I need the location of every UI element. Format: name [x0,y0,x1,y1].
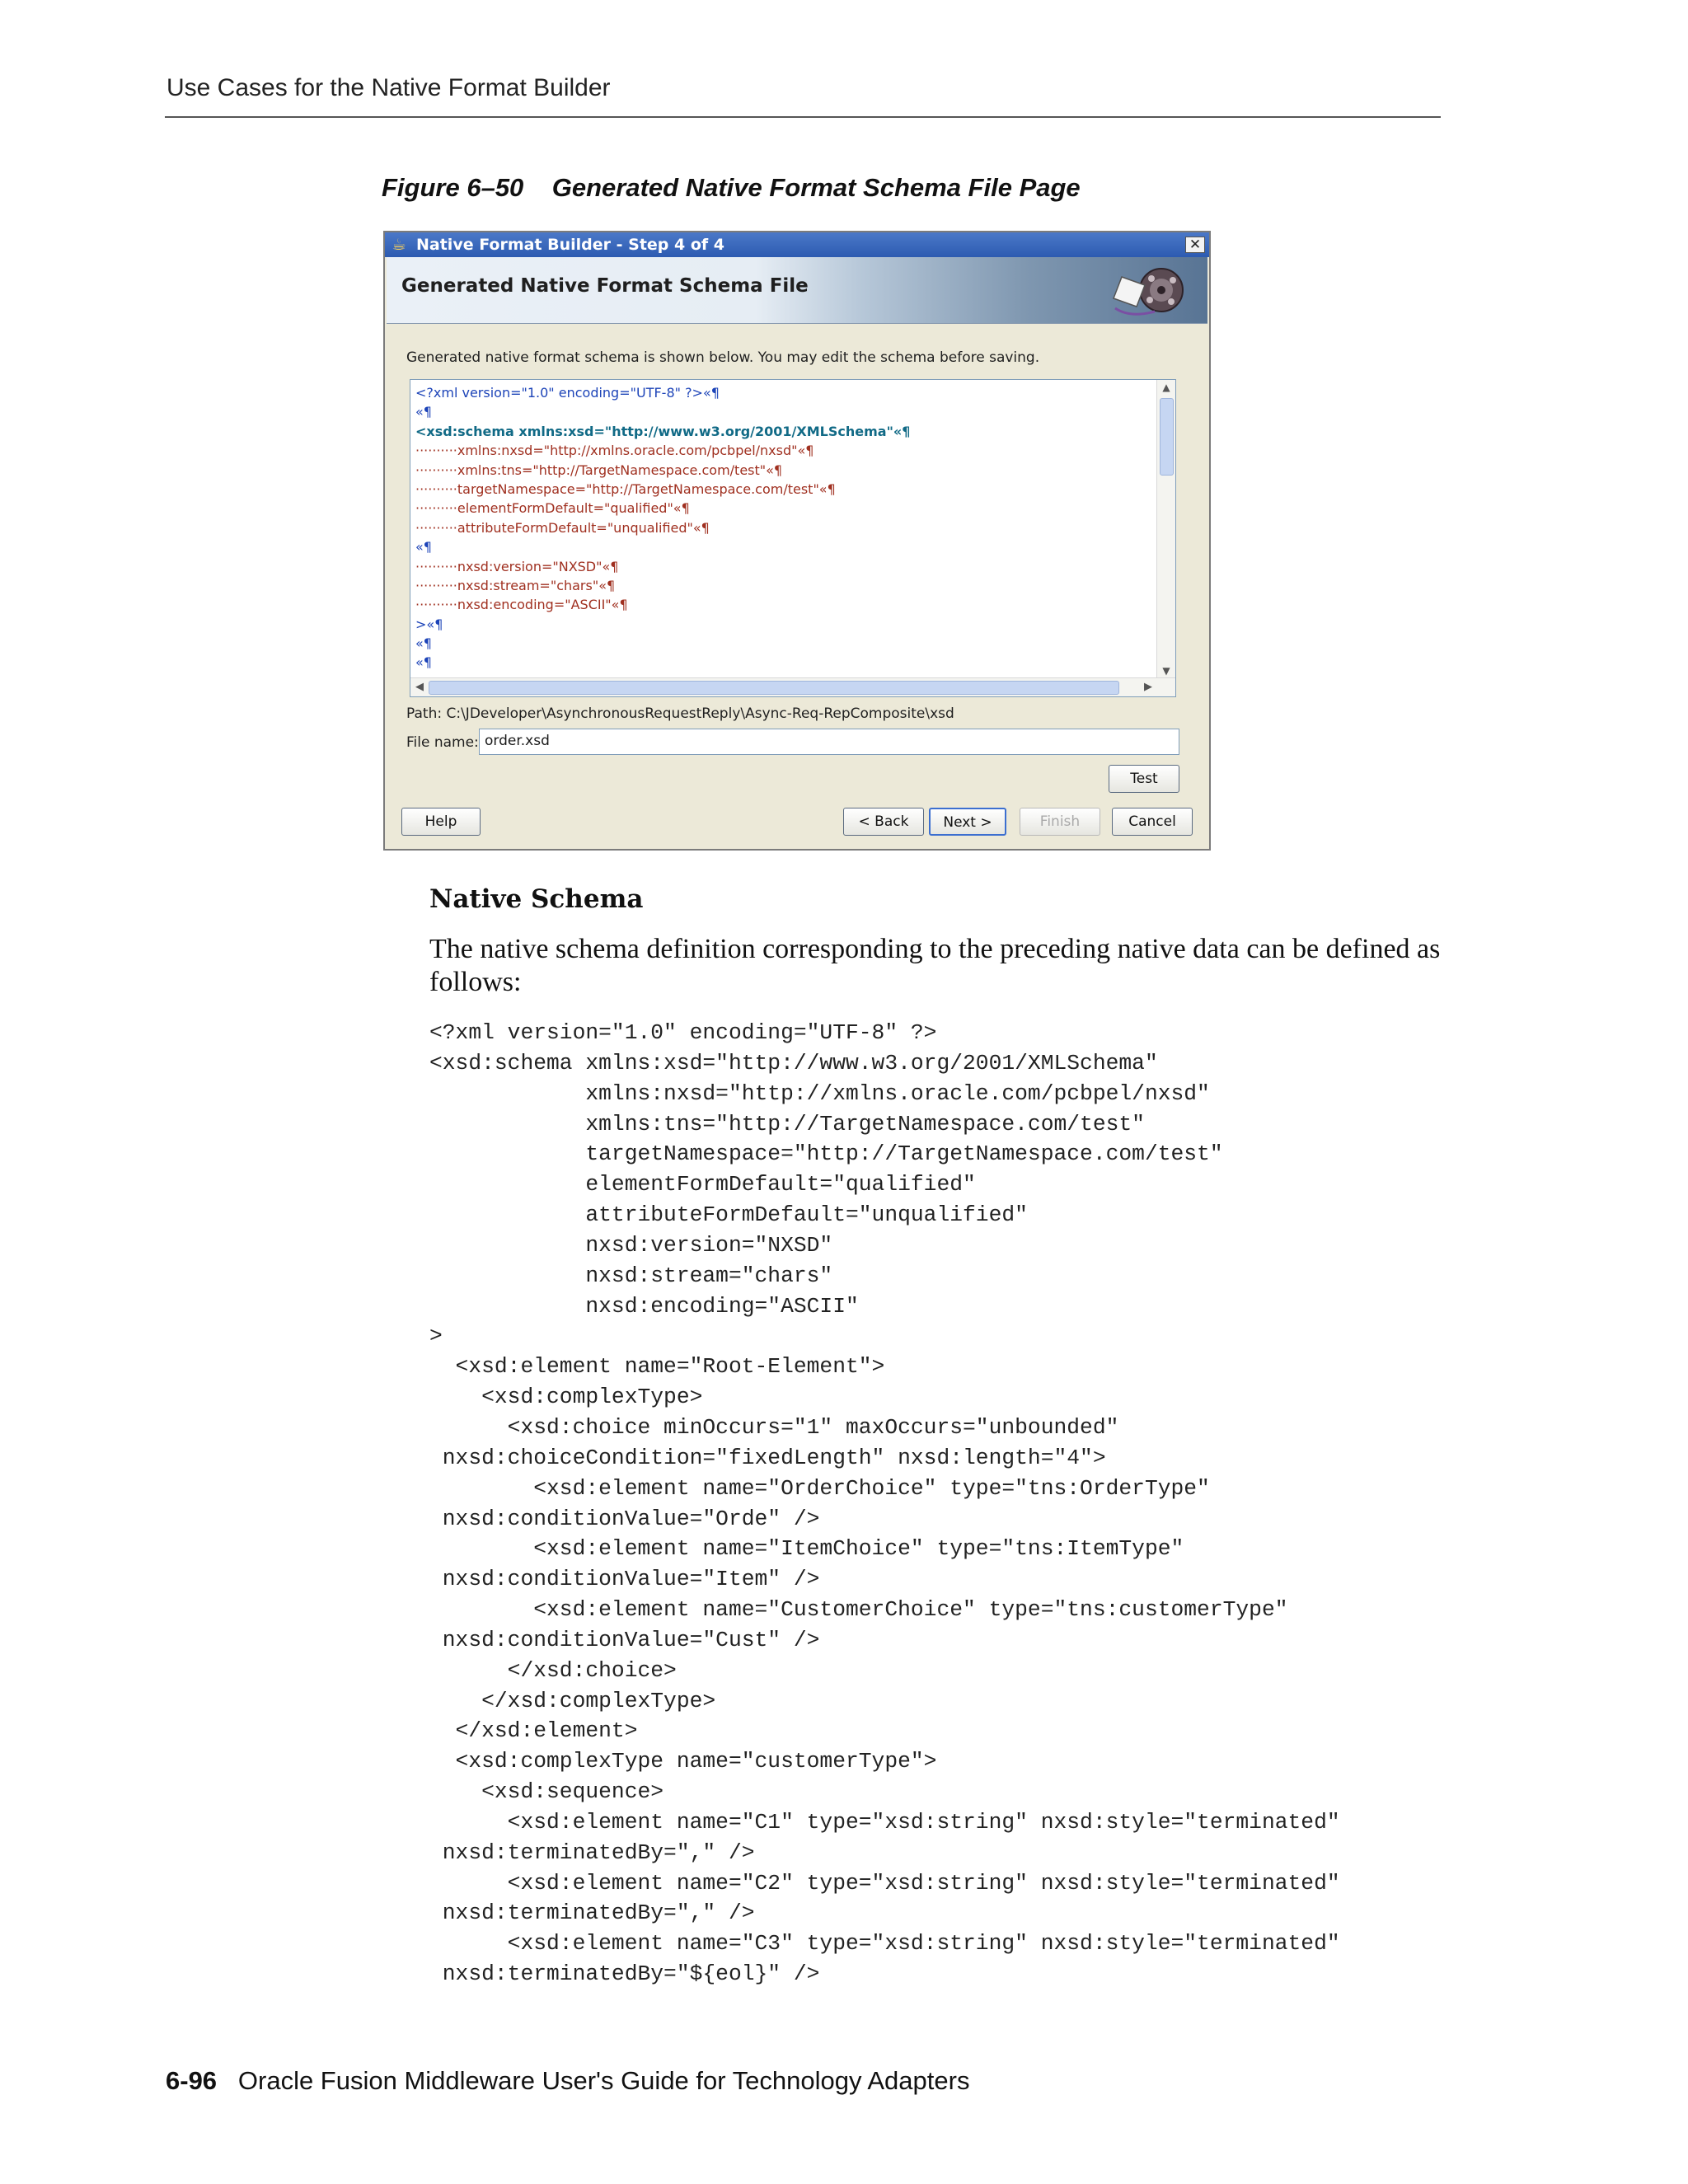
file-name-input[interactable]: order.xsd [479,729,1179,755]
page-number: 6-96 [166,2066,218,2095]
editor-line: <xsd:schema xmlns:xsd="http://www.w3.org/2001/XMLSchema"«¶ [415,423,911,439]
editor-line: «¶ [415,539,432,555]
cancel-button[interactable]: Cancel [1112,808,1193,836]
path-line [406,705,954,722]
scroll-down-icon[interactable]: ▼ [1162,665,1170,677]
banner-title: Generated Native Format Schema File [401,275,809,297]
figure-caption [382,173,1081,203]
dialog-titlebar [385,232,1209,257]
help-button[interactable]: Help [401,808,481,836]
wizard-banner [387,257,1207,324]
editor-line: ··········targetNamespace="http://TargetNamespace.com/test"«¶ [415,480,836,497]
editor-content[interactable] [415,383,1154,673]
code-line: nxsd:conditionValue="Item" /> [429,1567,820,1592]
figure-title: Generated Native Format Schema File Page [551,173,1081,202]
figure-label: Figure 6–50 [382,173,524,202]
running-header: Use Cases for the Native Format Builder [166,74,611,101]
native-format-builder-dialog [383,231,1211,851]
page-footer [166,2066,969,2096]
editor-line: ··········nxsd:version="NXSD"«¶ [415,558,619,574]
editor-line: ··········xmlns:nxsd="http://xmlns.oracle.com/pcbpel/nxsd"«¶ [415,443,814,459]
code-line: <xsd:element name="C1" type="xsd:string" nxsd:style="terminated" [429,1809,1340,1835]
code-line: </xsd:complexType> [429,1688,716,1713]
close-button[interactable]: ✕ [1185,237,1205,253]
code-line: nxsd:terminatedBy="," /> [429,1840,755,1865]
next-button[interactable]: Next > [929,808,1006,836]
code-line: nxsd:conditionValue="Cust" /> [429,1627,820,1652]
editor-line: ··········attributeFormDefault="unqualified"«¶ [415,519,710,536]
path-value: C:\JDeveloper\AsynchronousRequestReply\Async-Req-RepComposite\xsd [446,705,954,722]
code-line: <xsd:complexType name="customerType"> [429,1749,937,1774]
file-name-label: File name: [406,734,479,751]
editor-horizontal-scrollbar[interactable] [410,677,1175,696]
wizard-graphic-icon [1064,260,1196,320]
horizontal-scroll-thumb[interactable] [429,681,1119,695]
path-label: Path: [406,705,443,722]
code-line: <xsd:schema xmlns:xsd="http://www.w3.org/2001/XMLSchema" [429,1050,1158,1076]
editor-line: ··········nxsd:encoding="ASCII"«¶ [415,597,628,613]
editor-line: «¶ [415,654,432,671]
code-line: </xsd:choice> [429,1657,677,1683]
code-line: targetNamespace="http://TargetNamespace.com/test" [429,1141,1223,1167]
scroll-up-icon[interactable]: ▲ [1162,382,1170,393]
dialog-title: Native Format Builder - Step 4 of 4 [416,236,725,254]
coffee-cup-icon: ☕ [392,236,406,254]
editor-line: «¶ [415,635,432,652]
book-title: Oracle Fusion Middleware User's Guide for Technology Adapters [237,2066,970,2095]
code-line: <xsd:choice minOccurs="1" maxOccurs="unbounded" [429,1414,1119,1440]
test-button[interactable]: Test [1109,765,1179,793]
code-line: xmlns:tns="http://TargetNamespace.com/test" [429,1111,1145,1137]
editor-line: <?xml version="1.0" encoding="UTF-8" ?>«¶ [415,385,720,401]
back-button[interactable]: < Back [843,808,924,836]
editor-line: >«¶ [415,616,443,632]
finish-button: Finish [1020,808,1100,836]
code-line: nxsd:terminatedBy="${eol}" /> [429,1961,820,1987]
editor-line: ··········nxsd:stream="chars"«¶ [415,577,616,593]
editor-line: «¶ [415,404,432,420]
code-line: <xsd:element name="C2" type="xsd:string" nxsd:style="terminated" [429,1870,1340,1896]
body-paragraph: The native schema definition corresponding to the preceding native data can be defined as follows: [429,934,1441,997]
code-line: <xsd:sequence> [429,1779,664,1805]
code-line: <?xml version="1.0" encoding="UTF-8" ?> [429,1020,937,1045]
scroll-left-icon[interactable]: ◀ [415,681,424,693]
editor-line: ··········xmlns:tns="http://TargetNamespace.com/test"«¶ [415,462,783,478]
code-line: > [429,1324,443,1349]
code-line: nxsd:version="NXSD" [429,1232,833,1258]
code-line: xmlns:nxsd="http://xmlns.oracle.com/pcbpel/nxsd" [429,1080,1210,1106]
code-line: nxsd:terminatedBy="," /> [429,1900,755,1926]
code-line: <xsd:element name="C3" type="xsd:string" nxsd:style="terminated" [429,1931,1340,1957]
code-line: attributeFormDefault="unqualified" [429,1202,1028,1228]
code-line: <xsd:element name="ItemChoice" type="tns:ItemType" [429,1536,1184,1562]
code-line: nxsd:choiceCondition="fixedLength" nxsd:length="4"> [429,1445,1106,1470]
header-rule [165,116,1441,118]
code-line: nxsd:encoding="ASCII" [429,1293,859,1319]
vertical-scroll-thumb[interactable] [1160,398,1174,476]
code-line: <xsd:element name="CustomerChoice" type="tns:customerType" [429,1597,1288,1623]
scroll-right-icon[interactable]: ▶ [1144,681,1152,693]
code-line: <xsd:complexType> [429,1385,703,1410]
code-line: nxsd:stream="chars" [429,1263,833,1288]
section-heading: Native Schema [429,884,644,914]
code-block [429,1018,1340,1990]
editor-line: ··········elementFormDefault="qualified"«¶ [415,500,690,517]
code-line: <xsd:element name="OrderChoice" type="tns:OrderType" [429,1475,1210,1501]
instruction-text: Generated native format schema is shown below. You may edit the schema before saving. [406,349,1040,366]
editor-vertical-scrollbar[interactable] [1156,380,1175,678]
code-line: elementFormDefault="qualified" [429,1172,976,1197]
schema-editor[interactable] [410,379,1176,697]
code-line: </xsd:element> [429,1718,638,1744]
code-line: nxsd:conditionValue="Orde" /> [429,1506,820,1531]
code-line: <xsd:element name="Root-Element"> [429,1354,885,1380]
